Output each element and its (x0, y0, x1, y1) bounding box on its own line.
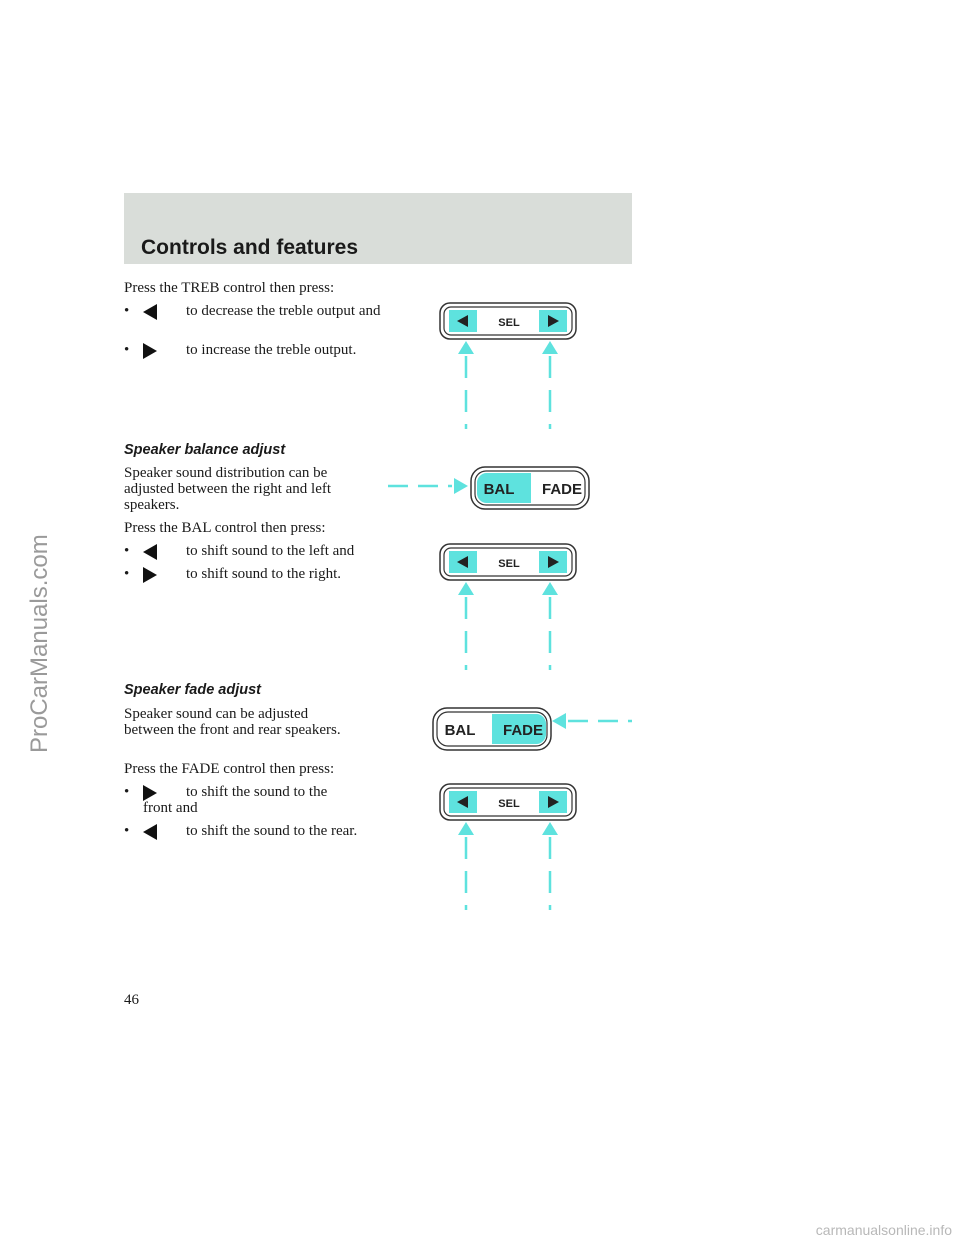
fade-pointer-arrows (458, 822, 558, 910)
fade-description: Speaker sound can be adjusted between the front and rear speakers. (124, 706, 341, 738)
balance-bal-fade-control (471, 467, 589, 509)
balance-instruction: Press the BAL control then press: (124, 520, 326, 536)
balance-description: Speaker sound distribution can be adjusted between the right and left speakers. (124, 465, 332, 513)
treble-increase-text: to increase the treble output. (186, 342, 357, 358)
fade-rear-text: to shift the sound to the rear. (186, 823, 358, 839)
balance-sel-control (440, 544, 576, 580)
treble-intro: Press the TREB control then press: (124, 280, 335, 296)
page-number: 46 (124, 992, 139, 1008)
bullet-dot: • (124, 303, 130, 319)
fade-pointer-arrow (552, 713, 632, 729)
balance-right-text: to shift sound to the right. (186, 566, 341, 582)
sel-label: SEL (498, 798, 520, 810)
fade-front-text: to shift the sound to the front and (143, 784, 328, 816)
treble-pointer-arrows (458, 341, 558, 429)
bullet-dot: • (124, 566, 130, 582)
fade-label: FADE (541, 481, 583, 498)
bullet-dot: • (124, 342, 130, 358)
bullet-dot: • (124, 823, 130, 839)
sel-label: SEL (498, 317, 520, 329)
side-watermark-text: ProCarManuals.com (26, 534, 53, 753)
bal-label: BAL (444, 722, 476, 739)
bullet-dot: • (124, 543, 130, 559)
fade-heading: Speaker fade adjust (124, 682, 261, 698)
fade-instruction: Press the FADE control then press: (124, 761, 335, 777)
fade-label: FADE (502, 722, 544, 739)
bullet-dot: • (124, 784, 130, 800)
sel-label: SEL (498, 558, 520, 570)
footer-watermark: carmanualsonline.info (815, 1222, 952, 1238)
treble-decrease-text: to decrease the treble output and (186, 303, 381, 319)
fade-sel-control (440, 784, 576, 820)
balance-pointer-arrow (388, 478, 468, 494)
bal-label: BAL (483, 481, 515, 498)
treble-sel-control (440, 303, 576, 339)
balance-left-text: to shift sound to the left and (186, 543, 355, 559)
fade-bal-fade-control (433, 708, 551, 750)
balance-heading: Speaker balance adjust (124, 442, 286, 458)
section-title: Controls and features (141, 236, 359, 259)
balance-pointer-arrows (458, 582, 558, 670)
